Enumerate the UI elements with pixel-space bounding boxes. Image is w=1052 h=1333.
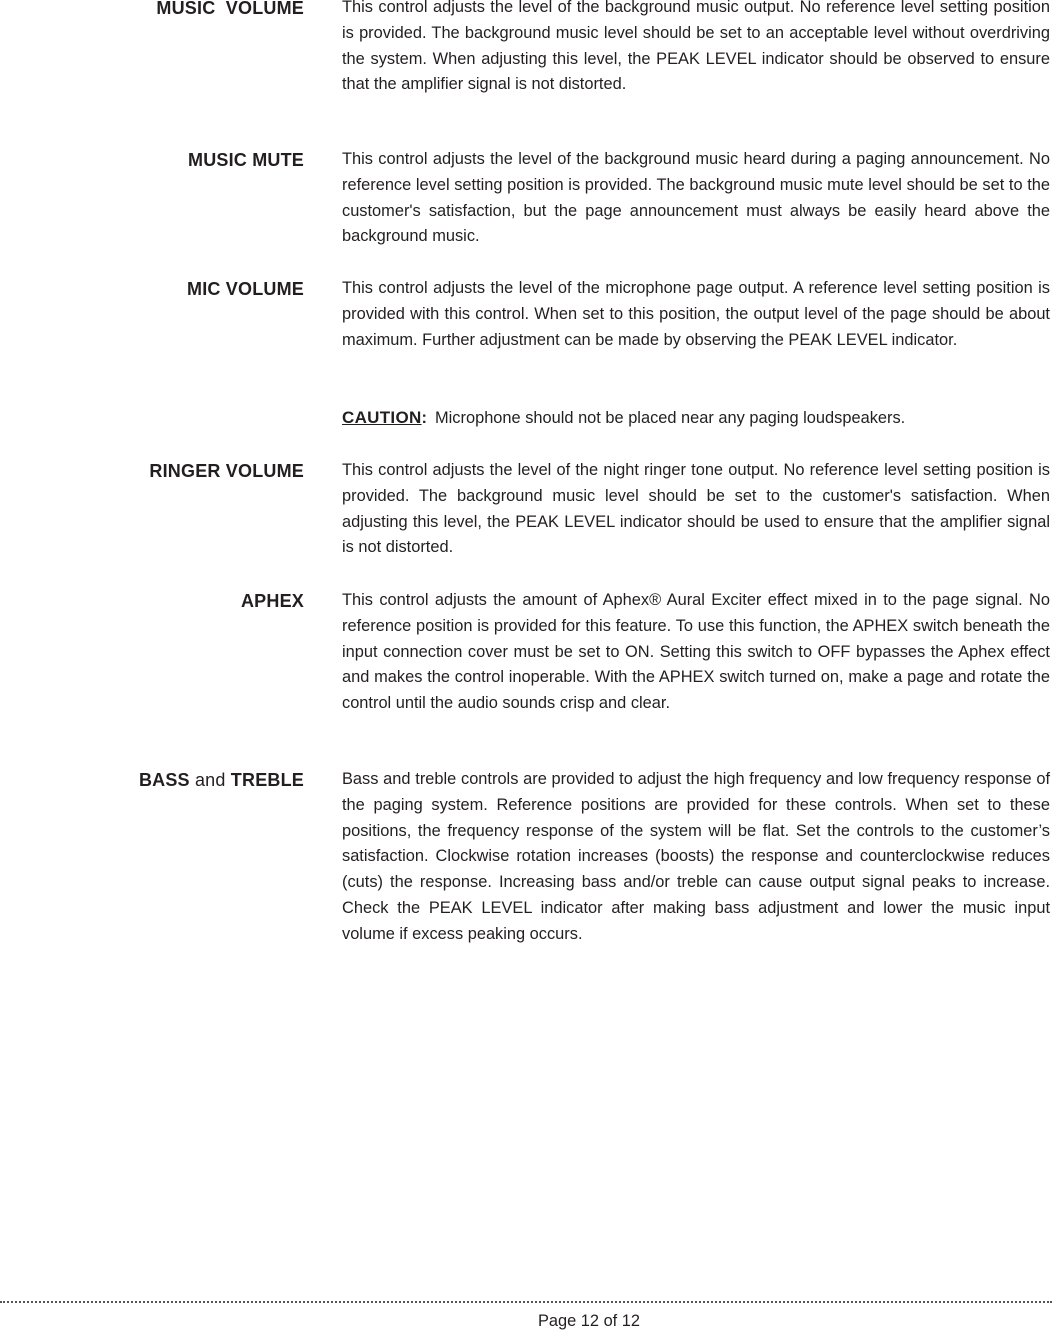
section-term: MUSIC VOLUME [156,0,304,18]
section-term: APHEX [240,591,304,611]
page-number: Page 12 of 12 [537,1312,641,1330]
caution-line [342,405,1050,432]
section-description: Bass and treble controls are provided to adjust the high frequency and low frequency response of the paging system. Reference positions are provided for these controls. When set to these positions, the frequency response of the system will be flat. Set the controls to the customer’s satisfaction. Clockwise rotation increases (boosts) the response and counterclockwise reduces (cuts) the response. Increasing bass and/or treble can cause output signal peaks to increase. Check the PEAK LEVEL indicator after making bass adjustment and lower the music input volume if excess peaking occurs. [342,770,1050,943]
caution-text: Microphone should not be placed near any paging loudspeakers. [435,409,906,427]
term-treble: TREBLE [230,770,304,790]
caution-label: CAUTION [342,408,422,427]
section-term: MUSIC MUTE [188,150,304,170]
section-term [0,767,304,793]
section-description: This control adjusts the amount of Aphex® Aural Exciter effect mixed in to the page signal. No reference position is provided for this feature. To use this function, the APHEX switch beneath the input connection cover must be set to ON. Setting this switch to OFF bypasses the Aphex effect and makes the control inoperable. With the APHEX switch turned on, make a page and rotate the control until the audio sounds crisp and clear. [342,591,1050,713]
term-bass: BASS [138,770,190,790]
section-description: This control adjusts the level of the night ringer tone output. No reference level setting position is provided. The background music level should be set to the customer's satisfaction. When adjusting this level, the PEAK LEVEL indicator should be used to ensure that the amplifier signal is not distorted. [342,461,1050,557]
section-term: MIC VOLUME [187,279,304,299]
section-description: This control adjusts the level of the background music output. No reference level setting position is provided. The background music level should be set to an acceptable level without overdriving the system. When adjusting this level, the PEAK LEVEL indicator should be observed to ensure that the amplifier signal is not distorted. [342,0,1050,94]
term-and: and [189,770,231,790]
footer-divider [0,1301,1052,1303]
section-term: RINGER VOLUME [149,461,304,481]
section-description: This control adjusts the level of the microphone page output. A reference level setting position is provided with this control. When set to this position, the output level of the page should be about maximum. Further adjustment can be made by observing the PEAK LEVEL indicator. [342,279,1050,349]
section-description: This control adjusts the level of the background music heard during a paging announcement. No reference level setting position is provided. The background music mute level should be set to the customer's satisfaction, but the page announcement must always be easily heard above the background music. [342,150,1050,246]
caution-colon: : [421,409,428,427]
